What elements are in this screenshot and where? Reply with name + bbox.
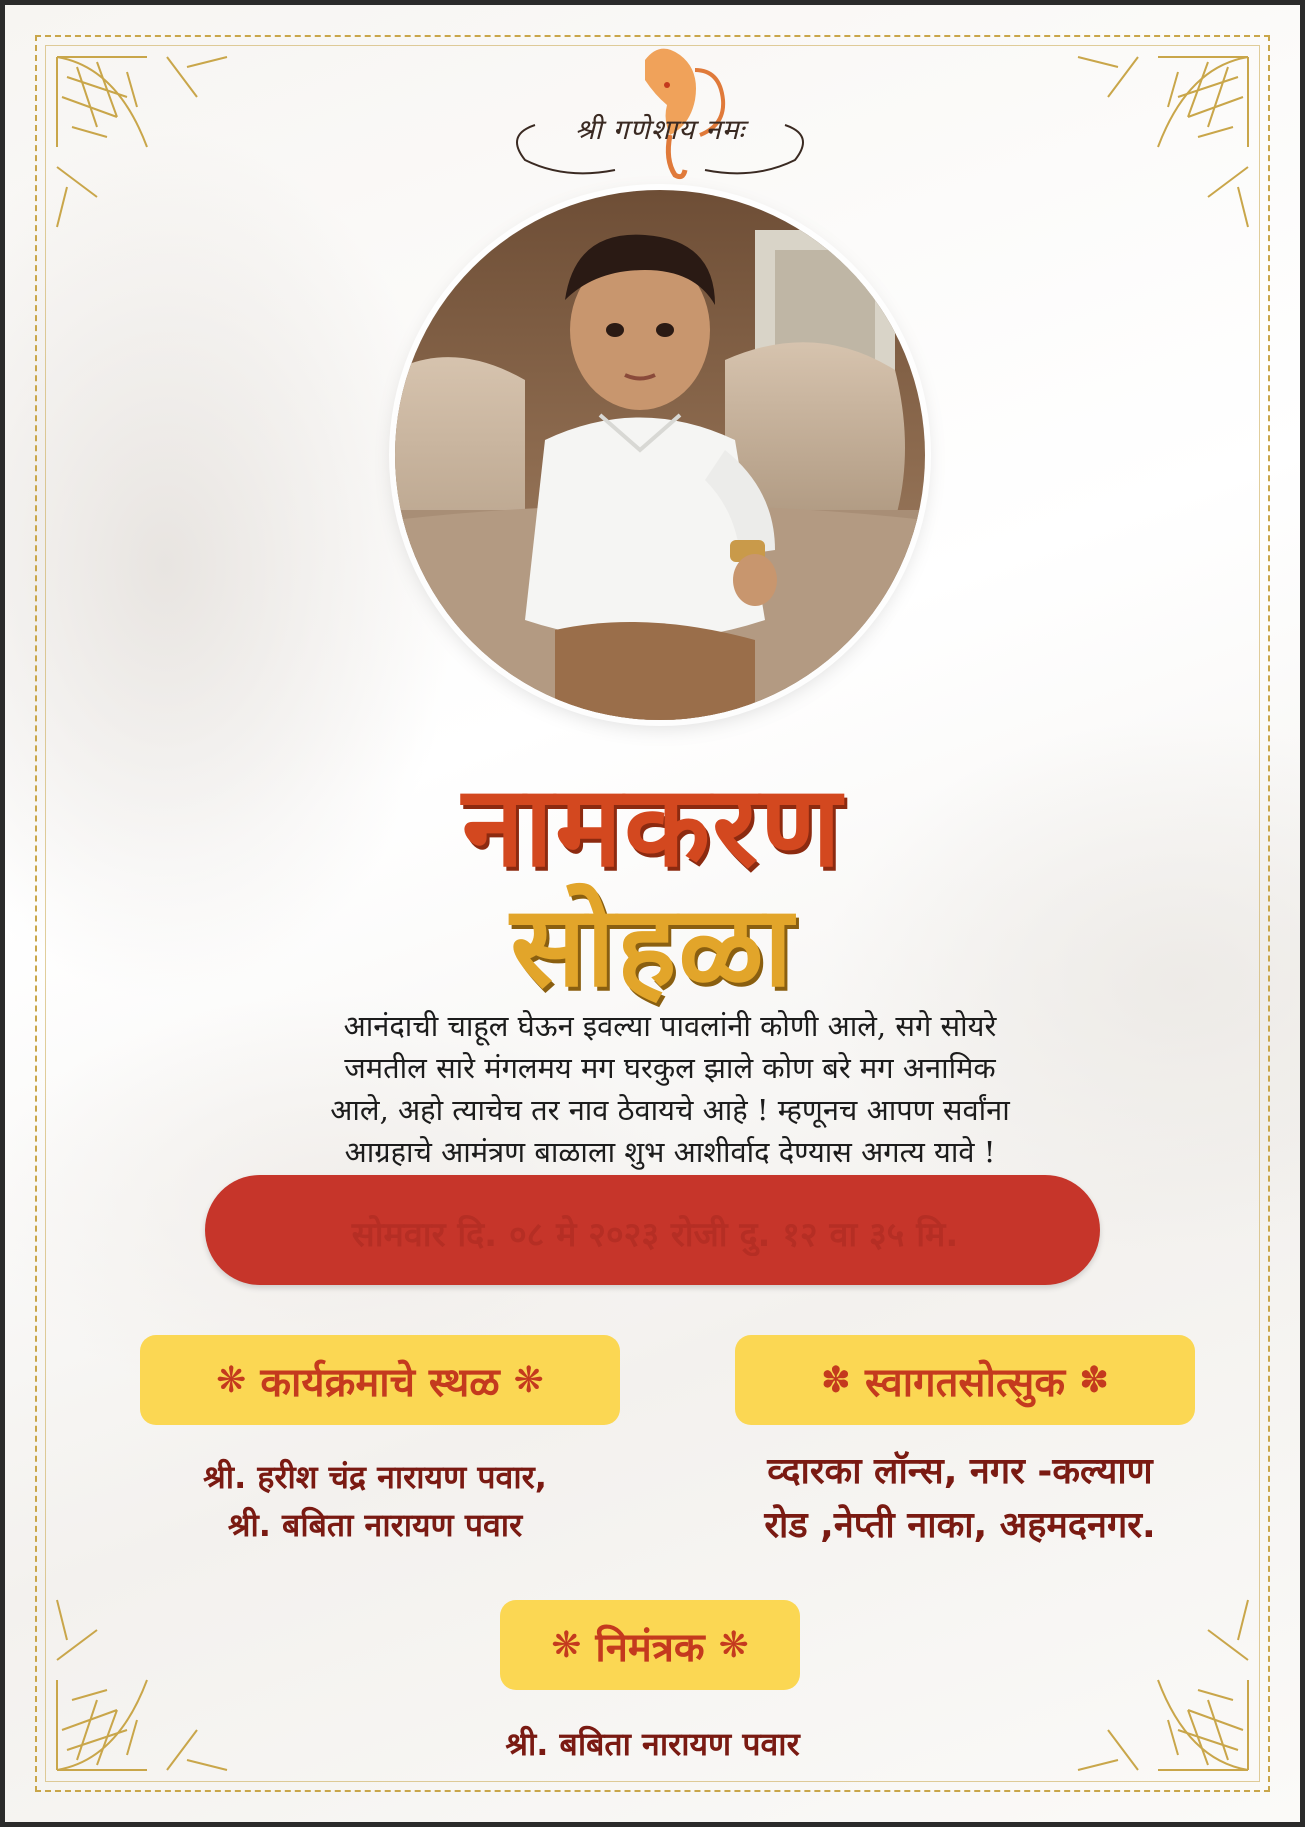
invitation-card <box>5 5 1300 1822</box>
venue-line: श्री. हरीश चंद्र नारायण पवार, <box>203 1458 547 1496</box>
flourish-icon: ❋ <box>551 1624 582 1666</box>
title-line-1: नामकरण <box>462 762 843 892</box>
welcome-label: स्वागतसोत्सुक <box>864 1359 1066 1406</box>
flourish-icon: ❋ <box>513 1359 544 1401</box>
flourish-icon: ❋ <box>718 1624 749 1666</box>
ganesha-logo <box>495 40 825 185</box>
venue-label: कार्यक्रमाचे स्थळ <box>260 1359 500 1406</box>
verse-line: आग्रहाचे आमंत्रण बाळाला शुभ आशीर्वाद देण्यास अगत्य यावे ! <box>344 1135 996 1169</box>
verse-line: जमतील सारे मंगलमय मग घरकुल झाले कोण बरे मग अनामिक <box>344 1051 996 1085</box>
host-lines <box>5 1720 1300 1768</box>
logo-text: श्री गणेशाय नमः <box>574 113 746 146</box>
host-label: निमंत्रक <box>595 1624 705 1671</box>
welcome-line: रोड ,नेप्ती नाका, अहमदनगर. <box>764 1505 1156 1546</box>
welcome-lines <box>665 1445 1255 1553</box>
baby-photo <box>395 190 925 720</box>
venue-line: श्री. बबिता नारायण पवार <box>227 1506 523 1544</box>
flower-icon: ✽ <box>820 1359 851 1401</box>
corner-ornament-top-right <box>1058 37 1268 247</box>
host-tag <box>500 1600 800 1690</box>
date-banner-text: सोमवार दि. ०८ मे २०२३ रोजी दु. १२ वा ३५ मि. <box>351 1215 959 1255</box>
host-line: श्री. बबिता नारायण पवार <box>505 1725 800 1763</box>
venue-tag <box>140 1335 620 1425</box>
title-line-2: सोहळा <box>510 882 795 1012</box>
corner-ornament-top-left <box>37 37 247 247</box>
welcome-line: व्दारका लॉन्स, नगर -कल्याण <box>767 1451 1153 1492</box>
invitation-verse <box>245 1005 1095 1173</box>
verse-line: आनंदाची चाहूल घेऊन इवल्या पावलांनी कोणी आले, सगे सोयरे <box>343 1009 997 1043</box>
flourish-icon: ❋ <box>216 1359 247 1401</box>
venue-lines <box>95 1453 655 1549</box>
welcome-tag <box>735 1335 1195 1425</box>
verse-line: आले, अहो त्याचेच तर नाव ठेवायचे आहे ! म्हणूनच आपण सर्वांना <box>330 1093 1010 1127</box>
flower-icon: ✽ <box>1079 1359 1110 1401</box>
